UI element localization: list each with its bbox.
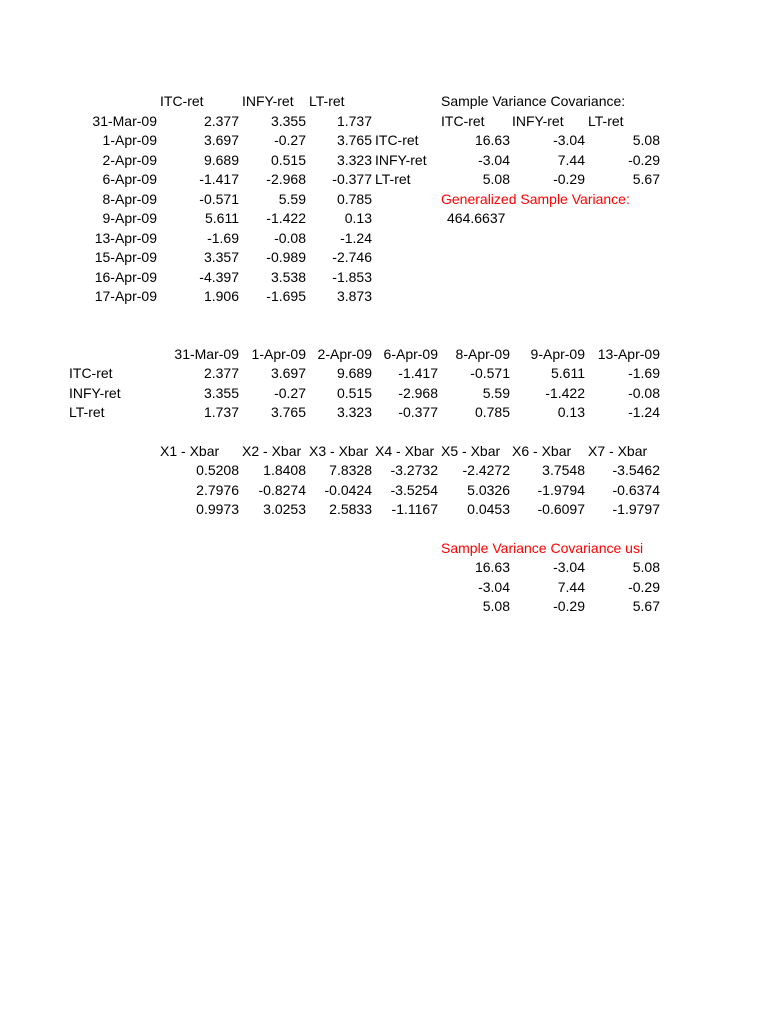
covariance-alt-cell: -3.04 (553, 559, 585, 575)
covariance-cell: 7.44 (557, 152, 585, 168)
covariance-alt-cell: 5.08 (632, 559, 660, 575)
covariance-cell: 5.67 (632, 171, 660, 187)
returns-date: 9-Apr-09 (102, 210, 157, 226)
covariance-header-itc: ITC-ret (441, 113, 485, 129)
returns-cell: 3.355 (270, 113, 306, 129)
returns-date: 31-Mar-09 (92, 113, 157, 129)
returns-cell: 0.785 (336, 191, 372, 207)
transposed-header: 9-Apr-09 (530, 346, 585, 362)
deviation-cell: -3.5462 (612, 462, 660, 478)
covariance-alt-cell: 7.44 (557, 579, 585, 595)
returns-header-lt: LT-ret (309, 93, 345, 109)
transposed-row-label: ITC-ret (69, 365, 113, 381)
deviation-cell: 2.7976 (196, 482, 239, 498)
returns-cell: 3.357 (203, 249, 239, 265)
covariance-cell: -0.29 (553, 171, 585, 187)
returns-cell: -4.397 (199, 269, 239, 285)
returns-date: 2-Apr-09 (102, 152, 157, 168)
covariance-header-infy: INFY-ret (512, 113, 564, 129)
returns-cell: 3.765 (336, 132, 372, 148)
transposed-cell: 5.59 (482, 385, 510, 401)
deviation-header: X7 - Xbar (588, 443, 648, 459)
transposed-row-label: LT-ret (69, 404, 105, 420)
returns-cell: -0.27 (274, 132, 306, 148)
deviation-cell: 2.5833 (329, 501, 372, 517)
deviation-cell: -2.4272 (462, 462, 510, 478)
deviation-cell: -0.6374 (612, 482, 660, 498)
deviation-header: X3 - Xbar (309, 443, 369, 459)
returns-cell: -1.422 (266, 210, 306, 226)
covariance-cell: -0.29 (628, 152, 660, 168)
returns-cell: -1.24 (340, 230, 372, 246)
covariance-row-label: INFY-ret (375, 152, 427, 168)
covariance-row-label: LT-ret (375, 171, 411, 187)
transposed-cell: -0.08 (628, 385, 660, 401)
deviation-cell: 5.0326 (467, 482, 510, 498)
transposed-cell: 3.697 (270, 365, 306, 381)
covariance-cell: -3.04 (478, 152, 510, 168)
transposed-cell: 2.377 (203, 365, 239, 381)
transposed-cell: -0.27 (274, 385, 306, 401)
covariance-alt-cell: 16.63 (474, 559, 510, 575)
returns-cell: -2.746 (332, 249, 372, 265)
returns-cell: 9.689 (203, 152, 239, 168)
transposed-cell: 1.737 (203, 404, 239, 420)
returns-cell: 3.697 (203, 132, 239, 148)
returns-date: 16-Apr-09 (94, 269, 157, 285)
deviation-cell: -3.2732 (390, 462, 438, 478)
deviation-cell: 0.0453 (467, 501, 510, 517)
returns-cell: 5.611 (205, 210, 239, 226)
deviation-header: X5 - Xbar (441, 443, 501, 459)
covariance-cell: 5.08 (482, 171, 510, 187)
transposed-row-label: INFY-ret (69, 385, 121, 401)
deviation-cell: -0.8274 (258, 482, 306, 498)
returns-date: 17-Apr-09 (94, 288, 157, 304)
deviation-cell: -0.0424 (324, 482, 372, 498)
deviation-header: X2 - Xbar (242, 443, 302, 459)
transposed-cell: -1.24 (628, 404, 660, 420)
transposed-cell: -1.417 (398, 365, 438, 381)
transposed-cell: 5.611 (551, 365, 585, 381)
deviation-cell: 7.8328 (329, 462, 372, 478)
returns-cell: -1.69 (207, 230, 239, 246)
transposed-cell: 0.785 (474, 404, 510, 420)
deviation-header: X4 - Xbar (375, 443, 435, 459)
returns-cell: 0.13 (344, 210, 372, 226)
deviation-cell: 0.5208 (196, 462, 239, 478)
returns-date: 15-Apr-09 (94, 249, 157, 265)
returns-cell: -1.417 (199, 171, 239, 187)
deviation-cell: 1.8408 (263, 462, 306, 478)
transposed-header: 2-Apr-09 (317, 346, 372, 362)
transposed-header: 8-Apr-09 (455, 346, 510, 362)
deviation-cell: 3.7548 (542, 462, 585, 478)
returns-cell: 5.59 (278, 191, 306, 207)
returns-cell: -1.853 (332, 269, 372, 285)
covariance-cell: 16.63 (474, 132, 510, 148)
returns-cell: 1.906 (203, 288, 239, 304)
deviation-cell: 0.9973 (196, 501, 239, 517)
covariance-alt-cell: -3.04 (478, 579, 510, 595)
covariance-row-label: ITC-ret (375, 132, 419, 148)
transposed-cell: 3.323 (336, 404, 372, 420)
generalized-variance-label: Generalized Sample Variance: (441, 191, 630, 207)
deviation-cell: -0.6097 (537, 501, 585, 517)
covariance-alt-title: Sample Variance Covariance usi (441, 540, 644, 556)
returns-date: 6-Apr-09 (102, 171, 157, 187)
covariance-cell: 5.08 (632, 132, 660, 148)
transposed-cell: -0.571 (470, 365, 510, 381)
covariance-alt-cell: 5.08 (482, 598, 510, 614)
covariance-cell: -3.04 (553, 132, 585, 148)
returns-cell: -0.08 (274, 230, 306, 246)
transposed-cell: 3.355 (203, 385, 239, 401)
deviation-cell: -1.9794 (537, 482, 585, 498)
transposed-cell: 3.765 (270, 404, 306, 420)
transposed-cell: 9.689 (336, 365, 372, 381)
deviation-cell: -1.1167 (391, 501, 438, 517)
returns-cell: 0.515 (270, 152, 306, 168)
transposed-cell: 0.515 (336, 385, 372, 401)
covariance-alt-cell: 5.67 (632, 598, 660, 614)
generalized-variance-value: 464.6637 (447, 210, 506, 226)
returns-cell: -0.989 (266, 249, 306, 265)
returns-header-infy: INFY-ret (242, 93, 294, 109)
returns-cell: -0.377 (332, 171, 372, 187)
transposed-cell: -1.69 (628, 365, 660, 381)
covariance-alt-cell: -0.29 (553, 598, 585, 614)
transposed-cell: -0.377 (398, 404, 438, 420)
returns-cell: 3.323 (336, 152, 372, 168)
covariance-alt-cell: -0.29 (628, 579, 660, 595)
transposed-header: 6-Apr-09 (383, 346, 438, 362)
returns-cell: -0.571 (199, 191, 239, 207)
transposed-header: 13-Apr-09 (597, 346, 660, 362)
returns-cell: 3.538 (270, 269, 306, 285)
returns-cell: -1.695 (266, 288, 306, 304)
returns-date: 1-Apr-09 (102, 132, 157, 148)
transposed-cell: -2.968 (398, 385, 438, 401)
returns-header-itc: ITC-ret (160, 93, 204, 109)
deviation-header: X1 - Xbar (160, 443, 220, 459)
deviation-cell: 3.0253 (263, 501, 306, 517)
deviation-header: X6 - Xbar (512, 443, 572, 459)
covariance-header-lt: LT-ret (588, 113, 624, 129)
deviation-cell: -3.5254 (390, 482, 438, 498)
returns-cell: 2.377 (203, 113, 239, 129)
covariance-title: Sample Variance Covariance: (441, 93, 626, 109)
transposed-header: 31-Mar-09 (174, 346, 239, 362)
returns-cell: 3.873 (336, 288, 372, 304)
returns-date: 8-Apr-09 (102, 191, 157, 207)
deviation-cell: -1.9797 (612, 501, 660, 517)
transposed-cell: 0.13 (557, 404, 585, 420)
transposed-header: 1-Apr-09 (251, 346, 306, 362)
transposed-cell: -1.422 (545, 385, 585, 401)
returns-cell: -2.968 (266, 171, 306, 187)
returns-cell: 1.737 (336, 113, 372, 129)
returns-date: 13-Apr-09 (94, 230, 157, 246)
